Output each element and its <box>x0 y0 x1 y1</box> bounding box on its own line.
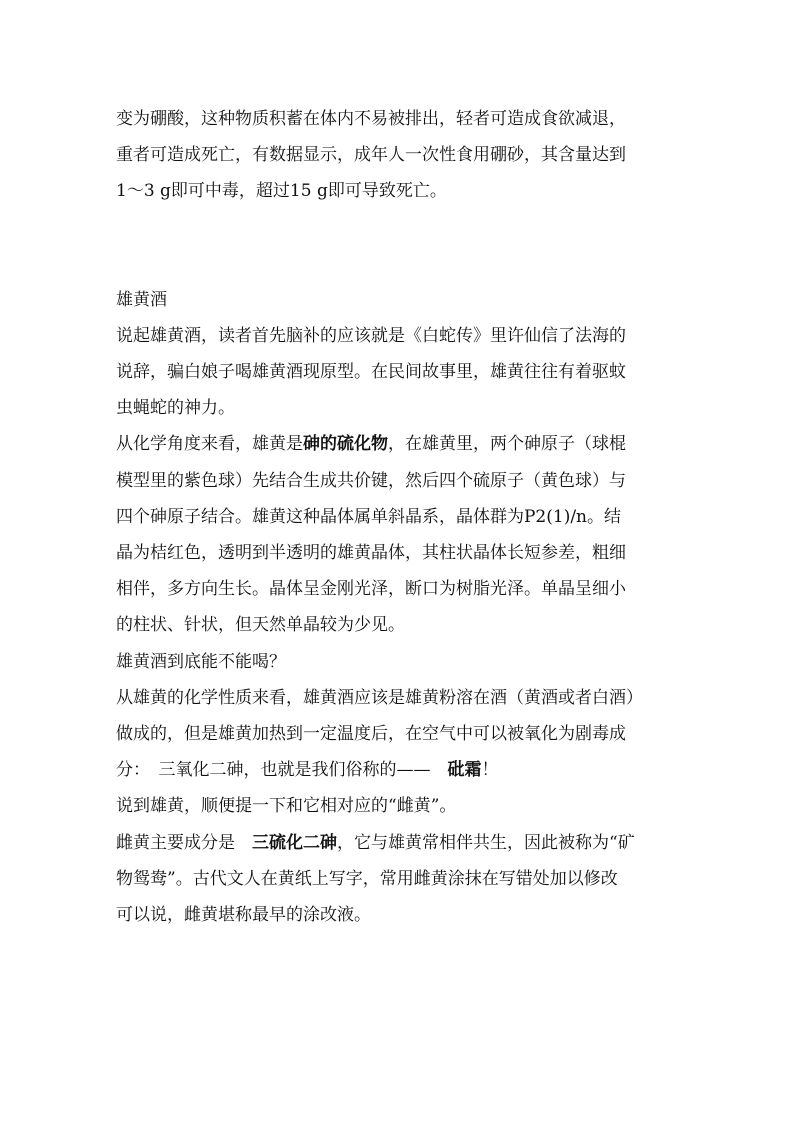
paragraph-line: 可以说，雌黄堪称最早的涂改液。 <box>116 905 371 926</box>
paragraph-line: 说辞，骗白娘子喝雄黄酒现原型。在民间故事里，雄黄往往有着驱蚊 <box>116 362 626 383</box>
bold-term: 砒霜 <box>447 760 482 781</box>
paragraph-line: 重者可造成死亡，有数据显示，成年人一次性食用硼砂，其含量达到 <box>116 145 626 166</box>
paragraph-line: 晶为桔红色，透明到半透明的雄黄晶体，其柱状晶体长短参差，粗细 <box>116 543 626 564</box>
paragraph-line: 物鸳鸯”。古代文人在黄纸上写字，常用雌黄涂抹在写错处加以修改 <box>116 868 618 889</box>
paragraph-line <box>116 426 686 462</box>
text-run: ，它与雄黄常相伴共生，因此被称为“矿 <box>337 832 635 853</box>
text-run: ！ <box>481 760 499 781</box>
text-run: ，在雄黄里，两个砷原子（球棍 <box>388 434 626 455</box>
text-run: 分： 三氧化二砷，也就是我们俗称的—— <box>116 760 448 781</box>
document-body <box>116 101 686 933</box>
bold-term: 砷的硫化物 <box>303 434 388 455</box>
paragraph-line: 变为硼酸，这种物质积蓄在体内不易被排出，轻者可造成食欲减退， <box>116 109 626 129</box>
paragraph-line: 1～3 g即可中毒，超过15 g即可导致死亡。 <box>116 181 447 202</box>
paragraph-line: 做成的，但是雄黄加热到一定温度后，在空气中可以被氧化为剧毒成 <box>116 724 626 745</box>
paragraph-line <box>116 825 686 861</box>
section-heading: 雄黄酒 <box>116 289 167 310</box>
bold-term: 三硫化二砷 <box>252 832 337 853</box>
paragraph-line: 的柱状、针状，但天然单晶较为少见。 <box>116 615 405 636</box>
paragraph-line: 说到雄黄，顺便提一下和它相对应的“雌黄”。 <box>116 796 457 817</box>
paragraph-line: 相伴，多方向生长。晶体呈金刚光泽，断口为树脂光泽。单晶呈细小 <box>116 579 626 600</box>
text-run: 从化学角度来看，雄黄是 <box>116 434 303 455</box>
question-line: 雄黄酒到底能不能喝？ <box>116 651 286 672</box>
paragraph-line: 说起雄黄酒，读者首先脑补的应该就是《白蛇传》里许仙信了法海的 <box>116 325 626 346</box>
paragraph-line: 虫蝇蛇的神力。 <box>116 398 235 419</box>
section-spacer <box>116 210 686 282</box>
paragraph-line: 四个砷原子结合。雄黄这种晶体属单斜晶系，晶体群为P2(1)/n。结 <box>116 506 622 527</box>
paragraph-line: 模型里的紫色球）先结合生成共价键，然后四个硫原子（黄色球）与 <box>116 470 626 491</box>
paragraph-line: 从雄黄的化学性质来看，雄黄酒应该是雄黄粉溶在酒（黄酒或者白酒） <box>116 687 643 708</box>
text-run: 雌黄主要成分是 <box>116 832 252 853</box>
paragraph-line <box>116 752 686 788</box>
